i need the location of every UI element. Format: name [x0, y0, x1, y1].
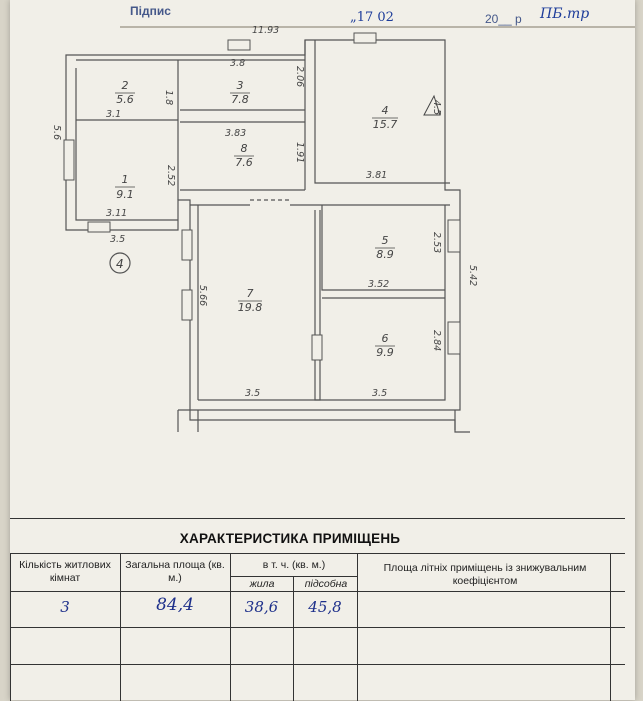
- value-rooms-count: 3: [60, 598, 70, 616]
- room-3-area: 7.8: [231, 93, 249, 106]
- dim-room7-bottom: 3.5: [245, 388, 261, 399]
- dim-room5-bottom: 3.52: [368, 279, 390, 290]
- dim-room3-top: 3.8: [230, 58, 246, 69]
- rooms-characteristics-table: [10, 518, 625, 701]
- header-summer-area: Площа літніх приміщень із знижувальним коефіцієнтом: [383, 562, 587, 587]
- room-6-number: 6: [381, 332, 389, 345]
- dim-room6-side: 2.84: [431, 330, 442, 352]
- header-total-area: Загальна площа (кв. м.): [125, 559, 225, 584]
- room-6-area: 9.9: [376, 346, 394, 359]
- dim-room4-bottom: 3.81: [366, 170, 388, 181]
- dim-room5-side: 2.53: [431, 232, 442, 254]
- room-2-number: 2: [121, 79, 129, 92]
- room-7-number: 7: [246, 287, 254, 300]
- room-5-area: 8.9: [376, 248, 394, 261]
- dim-room3-side: 2.06: [294, 66, 305, 88]
- dim-room7-side: 5.66: [197, 285, 208, 307]
- dim-room6-bottom: 3.5: [372, 388, 388, 399]
- room-4-area: 15.7: [372, 118, 398, 131]
- room-1-area: 9.1: [116, 188, 134, 201]
- year-label: 20__ р: [485, 12, 522, 26]
- date-handwritten: „17 02: [350, 10, 394, 25]
- sign-label: Підпис: [130, 4, 171, 18]
- dim-room8-top: 3.83: [225, 128, 247, 139]
- value-living: 38,6: [244, 598, 279, 616]
- room-3-number: 3: [236, 79, 244, 92]
- dim-room1-bottom: 3.11: [106, 208, 128, 219]
- header-including: в т. ч. (кв. м.): [262, 559, 326, 571]
- value-auxiliary: 45,8: [308, 598, 342, 616]
- room-4-number: 4: [381, 104, 389, 117]
- dim-room8-side: 1.91: [294, 142, 305, 164]
- dim-overall-width: 11.93: [252, 25, 280, 36]
- header-living: жила: [249, 578, 275, 590]
- dim-room1-top: 3.1: [106, 109, 122, 120]
- room-2-area: 5.6: [116, 93, 134, 106]
- room-1-number: 1: [121, 173, 129, 186]
- room-5-number: 5: [381, 234, 389, 247]
- room-8-number: 8: [240, 142, 248, 155]
- dim-right-side: 5.42: [467, 265, 478, 287]
- dim-room1-outer: 3.5: [110, 234, 126, 245]
- signature: ПБ.тр: [540, 6, 590, 22]
- dim-left-side: 5.6: [51, 125, 62, 141]
- dim-room4-side: 4.5: [431, 100, 442, 116]
- header-rooms-count: Кількість житлових кімнат: [19, 559, 111, 584]
- apartment-number: 4: [116, 257, 124, 271]
- room-7-area: 19.8: [237, 301, 263, 314]
- room-8-area: 7.6: [235, 156, 253, 169]
- value-total-area: 84,4: [156, 595, 194, 615]
- dim-room1-side: 2.52: [165, 165, 176, 187]
- header-auxiliary: підсобна: [304, 578, 348, 590]
- table-title: ХАРАКТЕРИСТИКА ПРИМІЩЕНЬ: [179, 531, 401, 546]
- dim-room2-side: 1.8: [163, 90, 174, 106]
